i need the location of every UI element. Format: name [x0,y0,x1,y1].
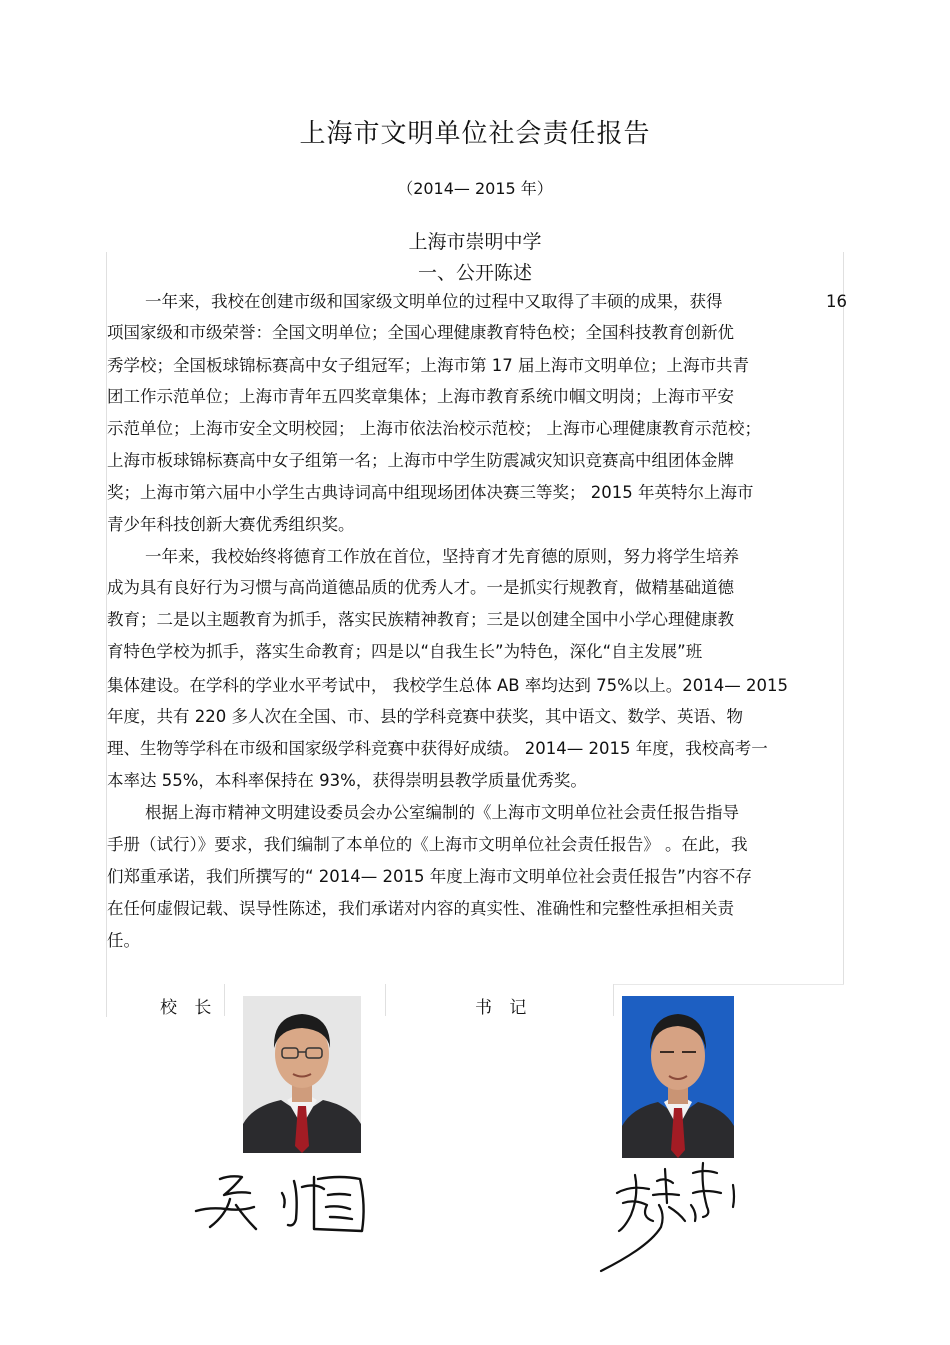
paragraph-1-line-3: 秀学校；全国板球锦标赛高中女子组冠军；上海市第 17 届上海市文明单位；上海市共青 [107,356,749,375]
paragraph-3-line-5: 任。 [107,931,140,950]
school-name: 上海市崇明中学 [408,231,542,253]
table-border-bottom [613,984,844,985]
paragraph-2-line-7: 理、生物等学科在市级和国家级学科竞赛中获得好成绩。 2014— 2015 年度，我校高考一 [107,739,768,758]
report-year-range: （2014— 2015 年） [397,179,553,198]
paragraph-2-line-5: 集体建设。在学科的学业水平考试中， 我校学生总体 AB 率均达到 75%以上。2014— 2015 [107,676,788,695]
principal-label: 校 长 [160,998,218,1018]
section-heading: 一、公开陈述 [417,262,532,284]
principal-signature [190,1165,380,1245]
paragraph-1-line-1: 一年来，我校在创建市级和国家级文明单位的过程中又取得了丰硕的成果，获得 16 [145,292,847,311]
paragraph-2-line-3: 教育；二是以主题教育为抓手，落实民族精神教育；三是以创建全国中小学心理健康教 [107,610,734,629]
paragraph-3-line-1: 根据上海市精神文明建设委员会办公室编制的《上海市文明单位社会责任报告指导 [145,803,739,822]
secretary-photo [622,996,734,1158]
paragraph-1-line-4: 团工作示范单位；上海市青年五四奖章集体；上海市教育系统巾帼文明岗；上海市平安 [107,387,734,406]
paragraph-2-line-6: 年度，共有 220 多人次在全国、市、县的学科竞赛中获奖，其中语文、数学、英语、物 [107,707,743,726]
paragraph-1-line-6: 上海市板球锦标赛高中女子组第一名；上海市中学生防震减灾知识竞赛高中组团体金牌 [107,451,734,470]
paragraph-1-line-7: 奖；上海市第六届中小学生古典诗词高中组现场团体决赛三等奖； 2015 年英特尔上海市 [107,483,754,502]
paragraph-2-line-8: 本率达 55%，本科率保持在 93%，获得崇明县教学质量优秀奖。 [107,771,587,790]
paragraph-3-line-4: 在任何虚假记载、误导性陈述，我们承诺对内容的真实性、准确性和完整性承担相关责 [107,899,734,918]
report-title: 上海市文明单位社会责任报告 [299,119,651,149]
paragraph-1-line-8: 青少年科技创新大赛优秀组织奖。 [107,515,355,534]
secretary-signature [595,1155,745,1275]
table-divider-2 [385,984,386,1016]
paragraph-1-line-5: 示范单位；上海市安全文明校园； 上海市依法治校示范校； 上海市心理健康教育示范校； [107,419,761,438]
principal-photo [243,996,361,1153]
table-divider-1 [224,984,225,1016]
paragraph-2-line-2: 成为具有良好行为习惯与高尚道德品质的优秀人才。一是抓实行规教育，做精基础道德 [107,578,734,597]
paragraph-3-line-3: 们郑重承诺，我们所撰写的“ 2014— 2015 年度上海市文明单位社会责任报告”内容不存 [107,867,752,886]
table-divider-3 [613,984,614,1016]
paragraph-2-line-4: 育特色学校为抓手，落实生命教育；四是以“自我生长”为特色，深化“自主发展”班 [107,642,703,661]
paragraph-3-line-2: 手册（试行）》要求，我们编制了本单位的《上海市文明单位社会责任报告》 。在此，我 [107,835,748,854]
paragraph-2-line-1: 一年来，我校始终将德育工作放在首位，坚持育才先育德的原则，努力将学生培养 [145,547,739,566]
paragraph-1-line-2: 项国家级和市级荣誉：全国文明单位；全国心理健康教育特色校；全国科技教育创新优 [107,323,734,342]
secretary-label: 书 记 [475,998,533,1018]
